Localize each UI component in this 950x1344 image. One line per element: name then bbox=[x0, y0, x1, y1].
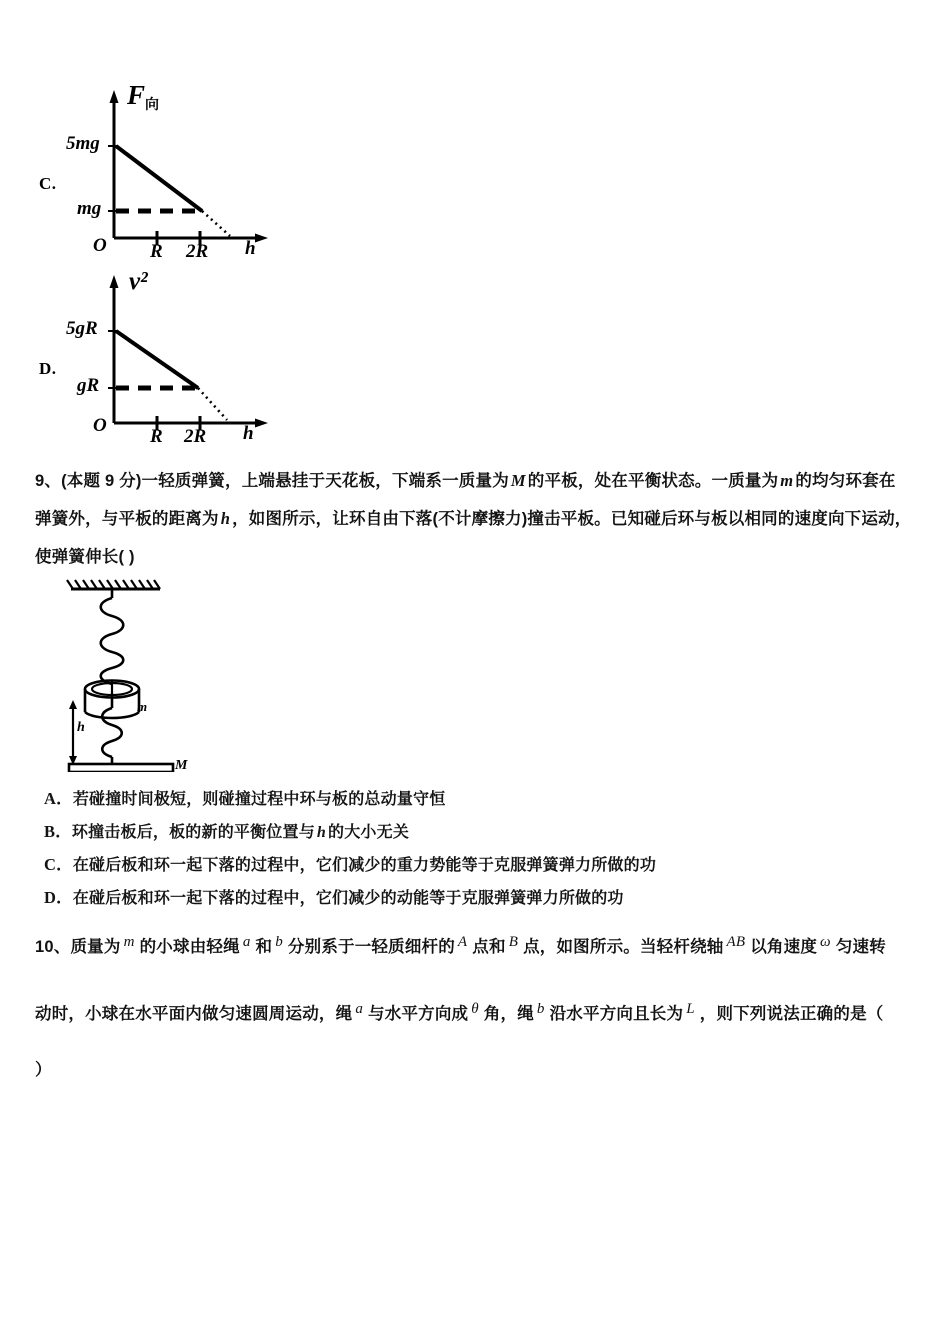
ring-bottom-curve bbox=[85, 712, 139, 718]
c-y-axis-label bbox=[127, 80, 159, 114]
c-series-solid bbox=[116, 146, 202, 211]
c-x-axis-arrow bbox=[255, 234, 268, 243]
d-xtick-label-2R: 2R bbox=[184, 426, 207, 447]
question-10-line-1-text-8: 点和 bbox=[472, 938, 506, 956]
question-10-line-2-var-5: b bbox=[536, 1000, 545, 1017]
option-b-text-a: 环撞击板后，板的新的平衡位置与 bbox=[71, 824, 315, 841]
question-10-line-1-text-2: 的小球由轻绳 bbox=[139, 938, 240, 956]
option-c-chart bbox=[30, 78, 330, 258]
q9-line2-var-h: h bbox=[220, 509, 231, 528]
d-x-axis-arrow bbox=[255, 419, 268, 428]
question-10-line-1-var-1: m bbox=[123, 933, 135, 950]
option-a-text: 若碰撞时间极短，则碰撞过程中环与板的总动量守恒 bbox=[72, 791, 446, 808]
spring-figure-svg bbox=[55, 572, 240, 772]
q9-line2-part-b: ，如图所示，让环自由下落(不计摩擦力)撞击平板。已知碰后环与板以相同的速度向下运动， bbox=[232, 510, 912, 528]
plate-rect bbox=[69, 764, 173, 772]
question-10-line-2-var-3: θ bbox=[471, 1000, 479, 1017]
d-xtick-label-R: R bbox=[150, 426, 163, 447]
option-b-tag: B． bbox=[44, 822, 72, 841]
gap-label-h: h bbox=[77, 720, 85, 735]
option-d-chart bbox=[30, 263, 330, 443]
question-9-option-b[interactable] bbox=[44, 818, 409, 842]
question-9-option-a[interactable] bbox=[44, 785, 445, 809]
question-10-line-2-var-1: a bbox=[355, 1000, 364, 1017]
question-10-line-1-var-9: B bbox=[508, 933, 519, 950]
c-xtick-label-R: R bbox=[150, 241, 163, 262]
option-c-tag: C． bbox=[44, 855, 73, 874]
q9-line1-part-b: 的平板，处在平衡状态。一质量为 bbox=[527, 472, 779, 490]
c-ytick-label-mg: mg bbox=[77, 198, 102, 219]
c-y-axis-arrow bbox=[110, 90, 119, 103]
question-10-line-3: ） bbox=[35, 1061, 52, 1079]
question-9-line-1 bbox=[35, 462, 925, 500]
question-10-line-2-text-0: 动时，小球在水平面内做匀速圆周运动，绳 bbox=[35, 1005, 353, 1023]
d-origin-label: O bbox=[93, 415, 107, 436]
c-y-axis-label-subscript: 向 bbox=[145, 97, 160, 113]
q9-line1-part-c: 的均匀环套在 bbox=[795, 472, 896, 490]
option-d-tag: D． bbox=[44, 888, 73, 907]
upper-spring-coil bbox=[101, 589, 124, 684]
d-ytick-label-gR: gR bbox=[77, 375, 100, 396]
question-10-line-1-var-7: A bbox=[457, 933, 468, 950]
question-9-line-2 bbox=[35, 500, 925, 538]
question-10-line-2-text-4: 角，绳 bbox=[483, 1005, 534, 1023]
c-origin-label: O bbox=[93, 235, 107, 256]
question-10-line-2-text-2: 与水平方向成 bbox=[368, 1005, 469, 1023]
question-9-option-d[interactable] bbox=[44, 884, 624, 908]
question-10-line-1-text-12: 以角速度 bbox=[750, 938, 818, 956]
question-10-line-1-text-10: 点，如图所示。当轻杆绕轴 bbox=[523, 938, 724, 956]
d-ytick-label-5gR: 5gR bbox=[66, 318, 98, 339]
lower-spring-coil bbox=[102, 698, 122, 764]
c-x-axis-label: h bbox=[245, 238, 256, 259]
q9-line1-var-M: M bbox=[510, 471, 526, 490]
question-10-line-2-text-8: ，则下列说法正确的是（ bbox=[699, 1005, 884, 1023]
question-9-stem bbox=[35, 462, 925, 576]
question-10-line-1-var-3: a bbox=[242, 933, 251, 950]
q9-line1-var-m: m bbox=[780, 471, 794, 490]
option-d-text: 在碰后板和环一起下落的过程中，它们减少的动能等于克服弹簧弹力所做的功 bbox=[72, 890, 624, 907]
q9-line2-part-a: 弹簧外，与平板的距离为 bbox=[35, 510, 219, 528]
option-c-text: 在碰后板和环一起下落的过程中，它们减少的重力势能等于克服弹簧弹力所做的功 bbox=[72, 857, 657, 874]
c-ytick-label-5mg: 5mg bbox=[66, 133, 100, 154]
option-c-letter: C. bbox=[39, 174, 57, 193]
d-x-axis-label: h bbox=[243, 423, 254, 444]
spring-plate-ring-figure bbox=[55, 572, 240, 772]
c-xtick-label-2R: 2R bbox=[186, 241, 209, 262]
c-y-axis-label-text: F bbox=[127, 80, 146, 110]
question-10-line-1-text-0: 10、质量为 bbox=[35, 938, 121, 956]
question-10-line-1 bbox=[35, 933, 886, 957]
question-10-line-1-var-11: AB bbox=[726, 933, 746, 950]
d-series-solid bbox=[116, 331, 198, 388]
question-10-line-1-text-6: 分别系于一轻质细杆的 bbox=[287, 938, 455, 956]
question-10-line-1-text-14: 匀速转 bbox=[835, 938, 886, 956]
question-10-line-1-text-4: 和 bbox=[255, 938, 273, 956]
question-10-line-2 bbox=[35, 1000, 883, 1024]
q9-line1-part-a: 9、(本题 9 分)一轻质弹簧，上端悬挂于天花板，下端系一质量为 bbox=[35, 472, 509, 490]
question-10-line-1-var-5: b bbox=[275, 933, 283, 950]
plate-mass-label-M: M bbox=[175, 758, 188, 773]
d-series-dotted-extension bbox=[198, 388, 227, 420]
option-d-graph-block bbox=[30, 263, 330, 447]
d-y-axis-label: v² bbox=[129, 268, 148, 295]
option-a-tag: A． bbox=[44, 789, 73, 808]
question-9-line-3: 使弹簧伸长( ) bbox=[35, 548, 135, 566]
option-b-var-h: h bbox=[316, 824, 327, 841]
c-series-dotted-extension bbox=[202, 211, 230, 236]
question-10-line-2-text-6: 沿水平方向且长为 bbox=[549, 1005, 684, 1023]
question-10-line-2-var-7: L bbox=[686, 1000, 695, 1017]
option-d-letter: D. bbox=[39, 359, 57, 378]
question-10-line-1-var-13: ω bbox=[820, 933, 831, 950]
question-9-option-c[interactable] bbox=[44, 851, 656, 875]
option-b-text-b: 的大小无关 bbox=[328, 824, 410, 841]
d-y-axis-arrow bbox=[110, 275, 119, 288]
option-c-graph-block bbox=[30, 78, 330, 262]
h-arrow-up-icon bbox=[69, 700, 77, 709]
ring-mass-label-m: m bbox=[137, 699, 148, 714]
